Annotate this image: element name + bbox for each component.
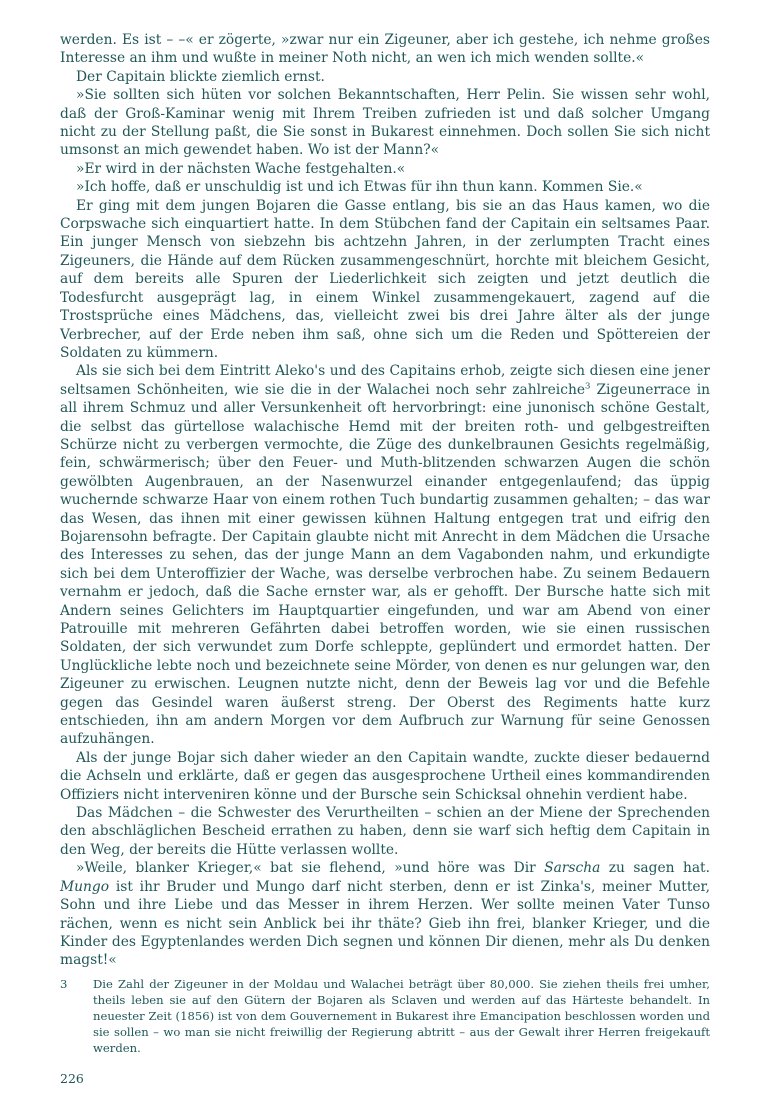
text-segment: werden. Es ist – –« er zögerte, »zwar nur ein Zigeuner, aber ich gestehe, ich nehme großes Interesse an ihm und wußte in meiner Noth nicht, an wen ich mich wenden sollte.« bbox=[60, 32, 710, 67]
body-text bbox=[60, 31, 710, 970]
text-segment: Die Zahl der Zigeuner in der Moldau und Walachei beträgt über 80,000. Sie ziehen theils frei umher, theils leben sie auf den Gütern der Bojaren als Sclaven und werden auf das Härteste behandelt. In neuester Zeit (1856) ist von dem Gouvernement in Bukarest ihre Emancipation beschlossen worden und sie sollen – wo man sie nicht freiwillig der Regierung abtritt – aus der Gewalt ihrer Herren freigekauft werden. bbox=[93, 977, 710, 1055]
paragraph bbox=[60, 160, 710, 178]
paragraph bbox=[60, 362, 710, 749]
text-segment: Das Mädchen – die Schwester des Verurtheilten – schien an der Miene der Sprechenden den abschläglichen Bescheid errathen zu haben, denn sie warf sich heftig dem Capitain in den Weg, der bereits die Hütte verlassen wollte. bbox=[60, 805, 710, 858]
text-segment: Mungo bbox=[60, 878, 110, 895]
text-segment: zu sagen hat. bbox=[600, 860, 710, 877]
text-segment: Als der junge Bojar sich daher wieder an den Capitain wandte, zuckte dieser bedauernd die Achseln und erklärte, daß er gegen das ausgesprochene Urtheil eines kommandirenden Offiziers nicht interveniren könne und der Bursche sein Schicksal ohnehin verdient habe. bbox=[60, 749, 710, 803]
text-segment: »Er wird in der nächsten Wache festgehalten.« bbox=[76, 160, 406, 177]
text-segment: »Ich hoffe, daß er unschuldig ist und ich Etwas für ihn thun kann. Kommen Sie.« bbox=[76, 179, 643, 196]
paragraph bbox=[60, 31, 710, 68]
footnote-item bbox=[60, 976, 710, 1056]
text-segment: Als sie sich bei dem Eintritt Aleko's und des Capitains erhob, zeigte sich diesen eine jener seltsamen Schönheiten, wie sie die in der Walachei noch sehr zahlreiche bbox=[60, 363, 710, 398]
text-segment: ist ihr Bruder und Mungo darf nicht sterben, denn er ist Zinka's, meiner Mutter, Sohn und ihre Liebe und das Messer in ihrem Herzen. Wer sollte meinen Vater Tunso rächen, wenn es nicht sein Anblick bei ihr thäte? Gieb ihn frei, blanker Krieger, und die Kinder des Egyptenlandes werden Dich segnen und können Dir dienen, mehr als Du denken magst!« bbox=[60, 878, 710, 969]
footnote-number: 3 bbox=[60, 977, 68, 991]
page-number: 226 bbox=[60, 1071, 84, 1086]
text-segment: »Weile, blanker Krieger,« bat sie flehend, »und höre was Dir bbox=[76, 860, 545, 877]
paragraph bbox=[60, 804, 710, 859]
text-segment: Zigeunerrace in all ihrem Schmuz und aller Versunkenheit oft hervorbringt: eine junonisch schöne Gestalt, die selbst das gürtellose walachische Hemd mit der breiten roth- und gelbgestreiften Schürze nicht zu verbergen vermochte, die Züge des dunkelbraunen Gesichts regelmäßig, fein, schwärmerisch; über den Feuer- und Muth-blitzenden schwarzen Augen die schön gewölbten Augenbrauen, an der Nasenwurzel einander entgegenlaufend; das üppig wuchernde schwarze Haar von einem rothen Tuch bundartig zusammen gehalten; – das war das Wesen, das ihnen mit einer gewissen kühnen Haltung entgegen trat und eifrig den Bojarensohn befragte. Der Capitain glaubte nicht mit Anrecht in dem Mädchen die Ursache des Interesses zu sehen, das der junge Mann an dem Vagabonden nahm, und erkundigte sich bei dem Unteroffizier der Wache, was derselbe verbrochen habe. Zu seinem Bedauern vernahm er jedoch, daß die Sache ernster war, als er gehofft. Der Bursche hatte sich mit Andern seines Gelichters im Hauptquartier eingefunden, und war am Abend von einer Patrouille mit mehreren Gefährten dabei betroffen worden, wie sie einen russischen Soldaten, der sich verwundet zum Dorfe schleppte, geplündert und ermordet hatten. Der Unglückliche lebte noch und bezeichnete seine Mörder, von denen es nur gelungen war, den Zigeuner zu erwischen. Leugnen nutzte nicht, denn der Beweis lag vor und die Befehle gegen das Gesindel waren äußerst streng. Der Oberst des Regiments hatte kurz entschieden, ihn am andern Morgen vor dem Aufbruch zur Warnung für seine Genossen aufzuhängen. bbox=[60, 381, 710, 748]
paragraph bbox=[60, 859, 710, 969]
footnotes-section bbox=[60, 976, 710, 1056]
paragraph bbox=[60, 86, 710, 160]
text-segment: »Sie sollten sich hüten vor solchen Bekanntschaften, Herr Pelin. Sie wissen sehr wohl, daß der Groß-Kaminar wenig mit Ihrem Treiben zufrieden ist und daß solcher Umgang nicht zu der Stellung paßt, die Sie sonst in Bukarest einnehmen. Doch sollen Sie sich nicht umsonst an mich gewendet haben. Wo ist der Mann?« bbox=[60, 87, 710, 159]
text-segment: Der Capitain blickte ziemlich ernst. bbox=[76, 68, 325, 85]
paragraph bbox=[60, 749, 710, 804]
text-segment: Sarscha bbox=[544, 860, 601, 877]
paragraph bbox=[60, 197, 710, 363]
paragraph bbox=[60, 68, 710, 86]
footnote-ref[interactable]: 3 bbox=[585, 381, 591, 392]
text-segment: Er ging mit dem jungen Bojaren die Gasse entlang, bis sie an das Haus kamen, wo die Corpswache sich einquartiert hatte. In dem Stübchen fand der Capitain ein seltsames Paar. Ein junger Mensch von siebzehn bis achtzehn Jahren, in der zerlumpten Tracht eines Zigeuners, die Hände auf dem Rücken zusammengeschnürt, horchte mit bleichem Gesicht, auf dem bereits alle Spuren der Liederlichkeit sich zeigten und jetzt deutlich die Todesfurcht ausgeprägt lag, in einem Winkel zusammengekauert, zagend auf die Trostsprüche eines Mädchens, das, vielleicht zwei bis drei Jahre älter als der junge Verbrecher, auf der Erde neben ihm saß, ohne sich um die Reden und Spöttereien der Soldaten zu kümmern. bbox=[60, 197, 710, 361]
paragraph bbox=[60, 178, 710, 196]
footnote-text bbox=[93, 976, 710, 1056]
